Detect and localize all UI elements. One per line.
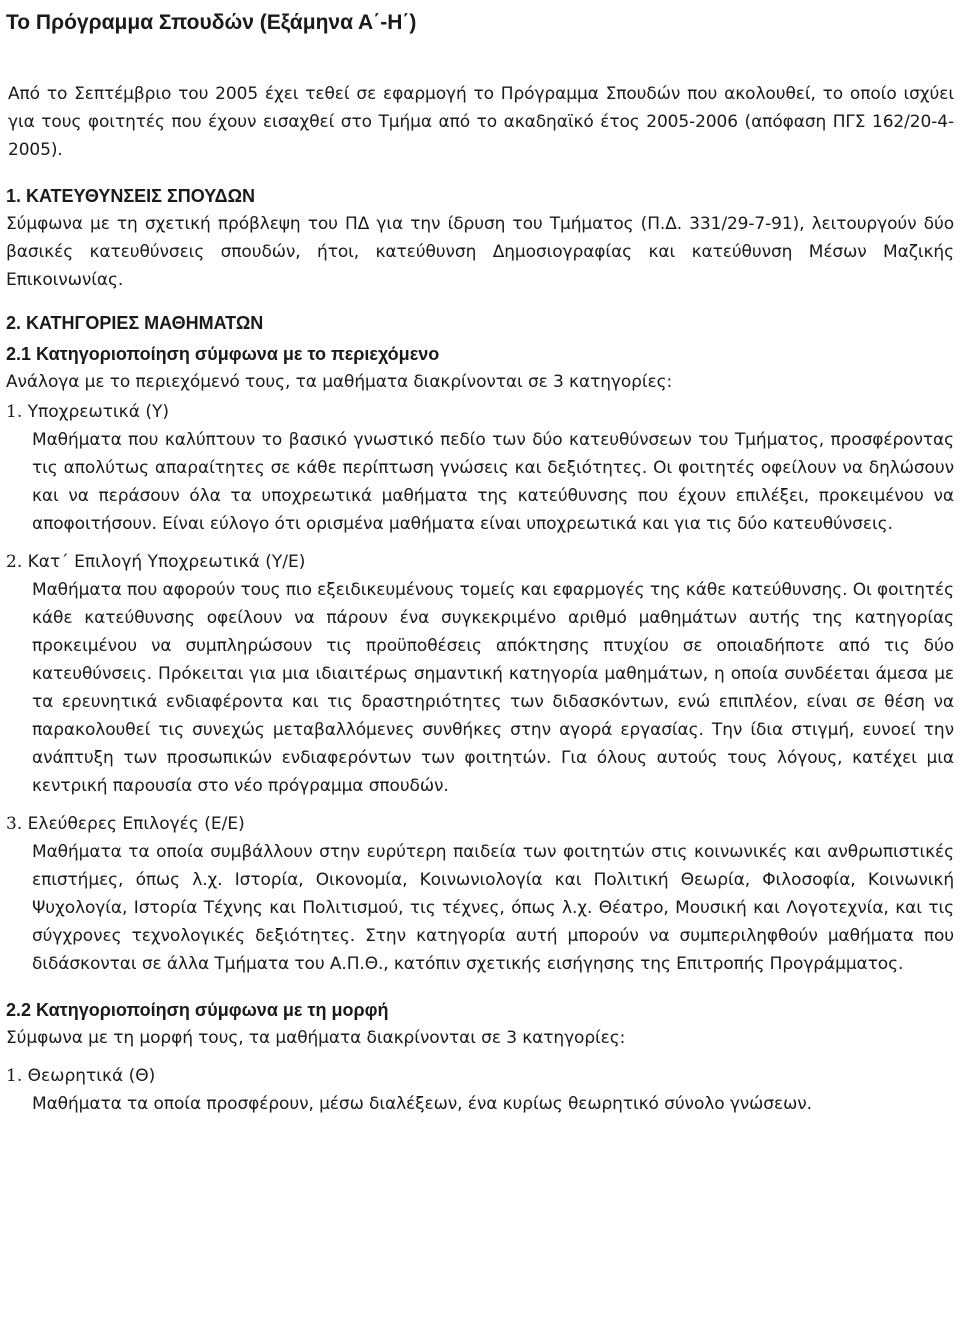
category-item-description: Μαθήματα τα οποία συμβάλλουν στην ευρύτερη παιδεία των φοιτητών στις κοινωνικές και ανθρωπιστικές επιστήμες, όπως λ.χ. Ιστορία, Οικονομία, Κοινωνιολογία και Πολιτική Θεωρία, Φιλοσοφία, Κοινωνική Ψυχολογία, Ιστορία Τέχνης και Πολιτισμού, τις τέχνες, όπως λ.χ. Θέατρο, Μουσική και Λογοτεχνία, και τις σύγχρονες τεχνολογικές δεξιότητες. Στην κατηγορία αυτή μπορούν να συμπεριληφθούν μαθήματα που διδάσκονται σε άλλα Τμήματα του Α.Π.Θ., κατόπιν σχετικής εισήγησης της Επιτροπής Προγράμματος. xyxy=(32,842,954,974)
subsection-by-content-intro: Ανάλογα με το περιεχόμενό τους, τα μαθήματα διακρίνονται σε 3 κατηγορίες: xyxy=(6,372,673,392)
category-item-free-elective xyxy=(6,810,954,978)
form-item-title xyxy=(6,1062,954,1090)
intro-paragraph: Από το Σεπτέμβριο του 2005 έχει τεθεί σε εφαρμογή το Πρόγραμμα Σπουδών που ακολουθεί, το οποίο ισχύει για τους φοιτητές που έχουν εισαχθεί στο Τμήμα από το ακαδηαϊκό έτος 2005-2006 (απόφαση ΠΓΣ 162/20-4-2005). xyxy=(8,84,954,160)
form-item-number: 1. xyxy=(6,1066,23,1086)
category-item-title xyxy=(6,810,954,838)
category-item-number: 2. xyxy=(6,552,23,572)
category-item-elective-compulsory xyxy=(6,548,954,800)
subsection-heading-by-form: 2.2 Κατηγοριοποίηση σύμφωνα με τη μορφή xyxy=(6,1000,389,1020)
section-heading-course-categories: 2. ΚΑΤΗΓΟΡΙΕΣ ΜΑΘΗΜΑΤΩΝ xyxy=(6,313,264,333)
category-item-label: Ελεύθερες Επιλογές (Ε/Ε) xyxy=(27,814,245,834)
category-item-description: Μαθήματα που αφορούν τους πιο εξειδικευμένους τομείς και εφαρμογές της κάθε κατεύθυνσης. Οι φοιτητές κάθε κατεύθυνσης οφείλουν να πάρουν ένα συγκεκριμένο αριθμό μαθημάτων αυτής της κατηγορίας προκειμένου να συμπληρώσουν τις προϋποθέσεις απόκτησης πτυχίου σε οποιαδήποτε από τις δύο κατευθύνσεις. Πρόκειται για μια ιδιαιτέρως σημαντική κατηγορία μαθημάτων, η οποία συνδέεται άμεσα με τα ερευνητικά ενδιαφέροντα και τις δραστηριότητες των διδασκόντων, ενώ επιπλέον, είναι σε θέση να παρακολουθεί τις συνεχώς μεταβαλλόμενες συνθήκες στην αγορά εργασίας. Την ίδια στιγμή, ευνοεί την ανάπτυξη των προσωπικών ενδιαφερόντων των φοιτητών. Για όλους αυτούς τους λόγους, κατέχει μια κεντρική παρουσία στο νέο πρόγραμμα σπουδών. xyxy=(32,580,954,796)
category-item-title xyxy=(6,398,954,426)
subsection-heading-by-content: 2.1 Κατηγοριοποίηση σύμφωνα με το περιεχόμενο xyxy=(6,344,440,364)
form-item-description: Μαθήματα τα οποία προσφέρουν, μέσω διαλέξεων, ένα κυρίως θεωρητικό σύνολο γνώσεων. xyxy=(32,1094,812,1114)
category-item-description: Μαθήματα που καλύπτουν το βασικό γνωστικό πεδίο των δύο κατευθύνσεων του Τμήματος, προσφέροντας τις απολύτως απαραίτητες σε κάθε περίπτωση γνώσεις και δεξιότητες. Οι φοιτητές οφείλουν να δηλώσουν και να περάσουν όλα τα υποχρεωτικά μαθήματα της κατεύθυνσης που έχουν επιλέξει, προκειμένου να αποφοιτήσουν. Είναι εύλογο ότι ορισμένα μαθήματα είναι υποχρεωτικά και για τις δύο κατευθύνσεις. xyxy=(32,430,954,534)
section-heading-directions: 1. ΚΑΤΕΥΘΥΝΣΕΙΣ ΣΠΟΥΔΩΝ xyxy=(6,186,255,206)
category-item-compulsory xyxy=(6,398,954,538)
section-directions-text: Σύμφωνα με τη σχετική πρόβλεψη του ΠΔ για την ίδρυση του Τμήματος (Π.Δ. 331/29-7-91), λειτουργούν δύο βασικές κατευθύνσεις σπουδών, ήτοι, κατεύθυνση Δημοσιογραφίας και κατεύθυνση Μέσων Μαζικής Επικοινωνίας. xyxy=(6,214,954,290)
form-item-theoretical xyxy=(6,1062,954,1118)
category-item-number: 1. xyxy=(6,402,23,422)
subsection-by-form-intro: Σύμφωνα με τη μορφή τους, τα μαθήματα διακρίνονται σε 3 κατηγορίες: xyxy=(6,1028,626,1048)
category-item-title xyxy=(6,548,954,576)
category-item-number: 3. xyxy=(6,814,23,834)
category-item-label: Υποχρεωτικά (Υ) xyxy=(27,402,169,422)
form-item-label: Θεωρητικά (Θ) xyxy=(27,1066,156,1086)
category-item-label: Κατ΄ Επιλογή Υποχρεωτικά (Υ/Ε) xyxy=(27,552,306,572)
page-title: Το Πρόγραμμα Σπουδών (Εξάμηνα Α΄-Η΄) xyxy=(6,11,417,34)
